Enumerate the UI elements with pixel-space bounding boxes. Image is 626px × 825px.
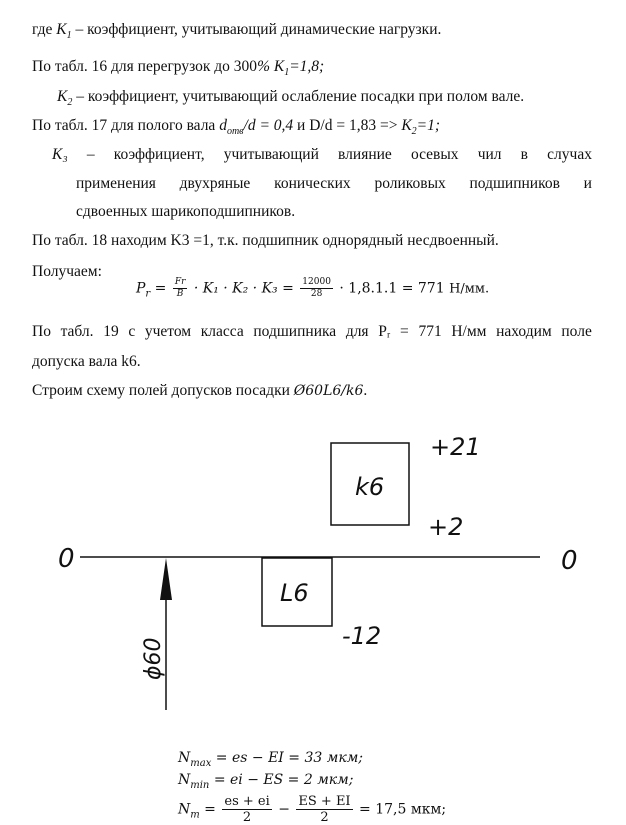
subscript: отв (226, 126, 244, 138)
equation-nm (178, 794, 446, 825)
paragraph-k2-value (32, 116, 592, 142)
text: – коэффициент, учитывающий ослабление посадки при полом вале. (72, 88, 525, 105)
word: K₃ (52, 146, 68, 163)
paragraph-k3-line3: сдвоенных шарикоподшипников. (76, 203, 296, 220)
text: По табл. 17 для полого вала (32, 117, 220, 134)
paragraph-fit-scheme (32, 381, 592, 401)
word: находим (496, 323, 552, 340)
subscript: max (190, 757, 212, 769)
symbol: K (56, 21, 67, 38)
text: – коэффициент, учитывающий динамические нагрузки. (71, 21, 442, 38)
diameter-arrow-head (160, 558, 172, 600)
paragraph-table19-line1 (32, 322, 592, 342)
lower-deviation: -12 (342, 622, 382, 650)
text: и D/d = 1,83 => (293, 117, 402, 134)
symbol: K (401, 117, 412, 134)
paragraph-k3-value: По табл. 18 находим K3 =1, т.к. подшипник однорядный несдвоенный. (32, 232, 499, 249)
subscript: m (190, 809, 200, 821)
word: роликовых (374, 175, 446, 192)
expression: = ei − ES = 2 мкм; (209, 772, 354, 788)
word: для (345, 323, 369, 340)
word: – (86, 146, 95, 163)
word: учетом (144, 323, 192, 340)
paragraph-result-label: Получаем: (32, 263, 102, 280)
operator: = (199, 801, 221, 818)
word: в (520, 146, 528, 163)
symbol: d (219, 117, 227, 134)
paragraph-k3-line2 (76, 174, 592, 194)
subscript: 2 (67, 97, 73, 109)
equation-nmin (178, 772, 354, 791)
subscript: 1 (66, 30, 72, 42)
numerator: 12000 (302, 277, 331, 287)
fraction-es-ei-upper (296, 794, 352, 825)
fraction-fr-b (173, 277, 188, 300)
symbol: P (136, 280, 146, 297)
load-formula (136, 277, 489, 300)
tolerance-diagram (0, 410, 626, 750)
denominator: 28 (310, 289, 323, 299)
word: случах (547, 146, 592, 163)
denominator: 2 (242, 810, 252, 825)
text: . (363, 382, 368, 399)
operator: = (150, 280, 171, 297)
paragraph-k2 (57, 87, 592, 113)
value: =1,8; (289, 58, 325, 75)
numerator: Fr (174, 277, 186, 287)
operator: − (273, 801, 295, 818)
upper-deviation-top: +21 (430, 433, 481, 461)
word: По (32, 323, 51, 340)
symbol: N (178, 801, 191, 818)
paragraph-k1-value (32, 57, 592, 83)
expression: · K₁ · K₂ · K₃ = (189, 280, 299, 297)
word: 771 (418, 323, 442, 340)
paragraph-k1 (32, 20, 592, 46)
zero-label-left: 0 (58, 544, 75, 574)
subscript: r (145, 288, 151, 300)
word: подшипников (469, 175, 560, 192)
expression: · 1,8.1.1 = 771 (334, 280, 450, 297)
symbol: % K (257, 58, 285, 75)
text: где (32, 21, 57, 38)
word: с (128, 323, 136, 340)
fraction-es-ei (222, 794, 271, 825)
word: и (583, 175, 592, 192)
fraction-12000-28 (300, 277, 333, 300)
zero-label-right: 0 (561, 546, 578, 576)
numerator: es + ei (224, 794, 270, 809)
symbol: N (178, 750, 191, 766)
paragraph-table19-line2: допуска вала k6. (32, 353, 141, 370)
word: Pᵣ (378, 323, 391, 340)
word: влияние (338, 146, 392, 163)
fit-designation: Ø60L6/k6 (293, 383, 364, 399)
k6-label: k6 (355, 473, 385, 501)
l6-label: L6 (280, 579, 309, 607)
word: Н/мм (451, 323, 487, 340)
word: подшипника (253, 323, 337, 340)
word: поле (561, 323, 592, 340)
text: Строим схему полей допусков посадки (32, 382, 294, 399)
word: осевых (410, 146, 459, 163)
paragraph-k3-line1 (52, 145, 592, 165)
subscript: 1 (284, 67, 290, 79)
ratio: /d = 0,4 (243, 117, 294, 134)
word: учитывающий (223, 146, 319, 163)
word: класса (200, 323, 244, 340)
numerator: ES + EI (298, 794, 351, 809)
subscript: min (190, 779, 210, 791)
expression: = 17,5 мкм; (354, 801, 447, 818)
diameter-label: ϕ60 (141, 637, 166, 680)
denominator: B (176, 289, 184, 299)
denominator: 2 (320, 810, 329, 825)
word: двухряные (179, 175, 251, 192)
symbol: N (178, 772, 191, 788)
word: 19 (103, 323, 119, 340)
text: По табл. 16 для перегрузок до 300 (32, 58, 258, 75)
word: коэффициент, (113, 146, 205, 163)
upper-deviation-bottom: +2 (428, 513, 464, 541)
symbol: K (57, 88, 68, 105)
expression: = es − EI = 33 мкм; (211, 750, 364, 766)
word: конических (274, 175, 351, 192)
value: =1; (416, 117, 441, 134)
unit: Н/мм. (449, 281, 490, 297)
subscript: 2 (411, 126, 417, 138)
word: чил (477, 146, 502, 163)
equation-nmax (178, 750, 363, 769)
word: = (400, 323, 409, 340)
word: табл. (60, 323, 94, 340)
word: применения (76, 175, 156, 192)
